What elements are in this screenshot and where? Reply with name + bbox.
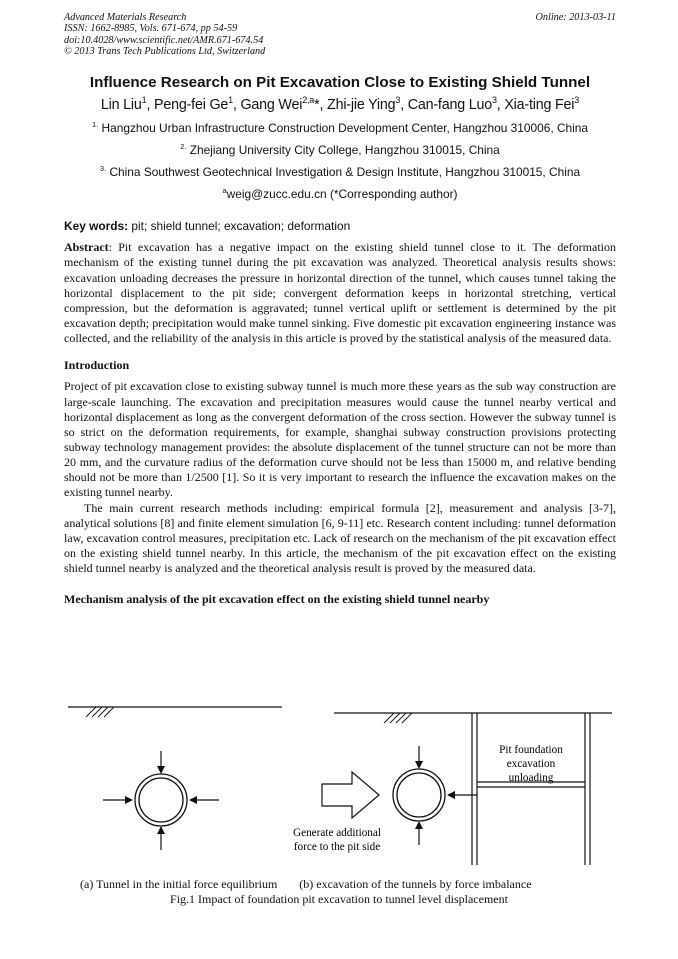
copyright-line: © 2013 Trans Tech Publications Ltd, Switzerland: [64, 46, 266, 58]
journal-name: Advanced Materials Research: [64, 12, 187, 23]
pit-label-line: unloading: [508, 772, 554, 784]
soil-hatch-icon: [384, 713, 412, 723]
author-list: [64, 96, 616, 114]
affiliation-1: $^{1.}$ Hangzhou Urban Infrastructure Construction Development Center, Hangzhou 310006, China: [91, 120, 589, 136]
affiliation-2: $^{2.}$ Zhejiang University City College, Hangzhou 310015, China: [180, 142, 500, 158]
arrow-label-line: Generate additional: [293, 827, 381, 839]
force-arrows: [103, 751, 219, 850]
subfigure-captions: [80, 877, 532, 892]
section-heading-mechanism: Mechanism analysis of the pit excavation effect on the existing shield tunnel nearby: [64, 592, 490, 607]
corresponding-email[interactable]: $^a$weig@zucc.edu.cn (*Corresponding author): [222, 186, 458, 202]
author: Can-fang Luo$^3$,: [407, 95, 505, 114]
doi-line: doi:10.4028/www.scientific.net/AMR.671-674.54: [64, 34, 264, 46]
soil-hatch-icon: [86, 707, 114, 717]
paper-title: Influence Research on Pit Excavation Close to Existing Shield Tunnel: [89, 73, 591, 91]
author: Lin Liu$^1$,: [100, 95, 155, 114]
panel-a: [68, 707, 282, 850]
additional-force-arrow-icon: [322, 772, 379, 818]
tunnel-ring: [135, 774, 187, 826]
author: Zhi-jie Ying$^3$,: [327, 95, 408, 114]
arrow-label-line: force to the pit side: [293, 841, 381, 853]
running-header: [64, 12, 616, 58]
caption-a: (a) Tunnel in the initial force equilibrium: [80, 877, 278, 891]
section-heading-introduction: Introduction: [64, 358, 130, 373]
keywords: Key words: pit; shield tunnel; excavation; deformation: [64, 219, 351, 234]
panel-b: [293, 713, 612, 865]
author: Xia-ting Fei$^3$: [504, 95, 580, 114]
figure-1: [0, 695, 678, 885]
pit-label-line: Pit foundation: [499, 744, 563, 756]
tunnel-ring: [393, 769, 445, 821]
pit-label-line: excavation: [506, 758, 556, 770]
intro-paragraph-1: Project of pit excavation close to existing subway tunnel is much more these years as the sub way construction are large-scale launching. The excavation and precipitation measures would cause the tunnel nearby vertical and horizontal displacement as long as the convergent deformation of the cross section. However the subway tunnel is so strict on the deformation requirements, for example, shanghai subway construction provisions protecting subway technology management provides: the absolute displacement of the tunnel structure can not be more than 20 mm, and the curvature radius of the deformation curve should not be less than 15000 m, and relative bending should not be more than 1/2500 [1]. So it is very important to research the influence the excavation makes on the existing tunnel nearby.: [64, 379, 616, 500]
abstract: Abstract: Pit excavation has a negative impact on the existing shield tunnel close to it. The deformation mechanism of the existing tunnel during the pit excavation was analyzed. Theoretical analysis results shows: excavation unloading decreases the pressure in horizontal direction of the tunnel, which causes tunnel taking the horizontal displacement to the pit side; convergent deformation keeps in horizontal stretching, vertical compression, but the deformation is aggravated; tunnel vertical uplift or settlement is determined by the pit excavation depth; precipitation would make tunnel sinking. Five domestic pit excavation engineering instance was collected, and the reliability of the analysis in this article is proved by the statistical analysis of the measured data.: [64, 240, 616, 346]
caption-b: (b) excavation of the tunnels by force imbalance: [299, 877, 532, 891]
author: Gang Wei$^{2,a}$*,: [240, 95, 328, 114]
pit-walls: [472, 713, 590, 865]
figure-caption: Fig.1 Impact of foundation pit excavation to tunnel level displacement: [170, 892, 508, 906]
force-arrows: [419, 746, 477, 845]
intro-paragraph-2: The main current research methods including: empirical formula [2], measurement and analysis [3-7], analytical solutions [8] and finite element simulation [6, 9-11] etc. Research content including: tunnel deformation law, excavation control measures, precipitation etc. Lack of research on the mechanism of the pit excavation effect on the existing shield tunnel nearby. In this article, the mechanism of the pit excavation effect on the existing shield tunnel nearby is analyzed and the theoretical analysis result is proved by the measured data.: [64, 500, 616, 576]
online-date: Online: 2013-03-11: [535, 12, 616, 23]
issn-line: ISSN: 1662-8985, Vols. 671-674, pp 54-59: [64, 23, 238, 35]
author: Peng-fei Ge$^1$,: [154, 95, 241, 114]
affiliation-3: $^{3.}$ China Southwest Geotechnical Investigation & Design Institute, Hangzhou 310015, China: [99, 164, 581, 180]
